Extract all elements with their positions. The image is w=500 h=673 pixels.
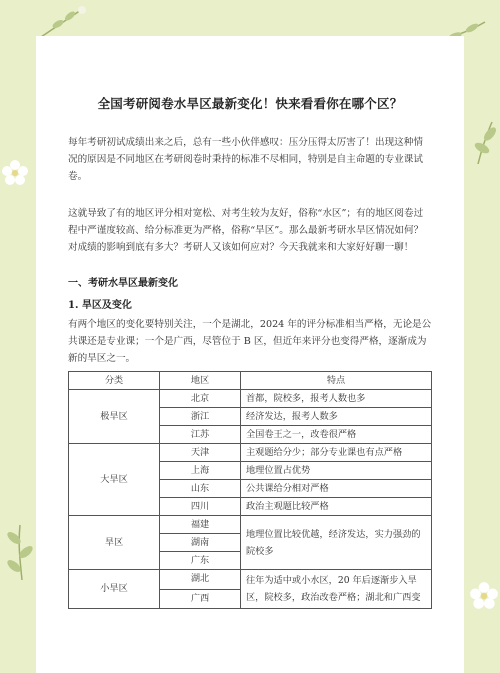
region-cell: 湖北	[160, 570, 241, 590]
article-title: 全国考研阅卷水旱区最新变化！快来看看你在哪个区？	[97, 96, 403, 111]
region-cell: 上海	[160, 462, 241, 480]
header-feature: 特点	[241, 372, 432, 390]
table-row	[69, 570, 432, 590]
region-table	[68, 371, 432, 609]
region-cell: 广东	[160, 552, 241, 570]
intro-paragraph-2: 这就导致了有的地区评分相对宽松、对考生较为友好，俗称“水区”；有的地区阅卷过程中严谨度较高、给分标准更为严格，俗称“旱区”。那么最新考研水旱区情况如何？对成绩的影响到底有多大？考研人又该如何应对？今天我就来和大家好好聊一聊！	[68, 208, 424, 253]
subsection-text: 有两个地区的变化要特别关注，一个是湖北，2024 年的评分标准相当严格，无论是公共课还是专业课；一个是广西，尽管位于 B 区，但近年来评分也变得严格，逐渐成为新的旱区之一。	[68, 319, 432, 364]
feature-cell: 主观题给分少；部分专业课也有点严格	[241, 444, 432, 462]
region-cell: 四川	[160, 498, 241, 516]
leaf-right-icon	[468, 118, 500, 164]
category-cell: 小旱区	[69, 570, 160, 609]
table-row	[69, 444, 432, 462]
feature-cell: 公共课给分相对严格	[241, 480, 432, 498]
region-cell: 浙江	[160, 408, 241, 426]
feature-cell: 往年为适中或小水区，20 年后逐渐步入旱区，院校多，政治改卷严格；湖北和广西变	[241, 570, 432, 609]
table-header-row	[69, 372, 432, 390]
feature-cell: 首都，院校多，报考人数也多	[241, 390, 432, 408]
table-row	[69, 390, 432, 408]
document-page	[36, 36, 464, 673]
feature-cell: 全国卷王之一，改卷很严格	[241, 426, 432, 444]
table-row	[69, 516, 432, 534]
region-cell: 北京	[160, 390, 241, 408]
region-cell: 山东	[160, 480, 241, 498]
header-region: 地区	[160, 372, 241, 390]
category-cell: 大旱区	[69, 444, 160, 516]
header-category: 分类	[69, 372, 160, 390]
feature-cell: 地理位置比较优越，经济发达，实力强劲的院校多	[241, 516, 432, 570]
region-cell: 天津	[160, 444, 241, 462]
leaf-cluster-left-icon	[2, 520, 36, 580]
subsection-heading: 1. 旱区及变化	[68, 300, 132, 311]
category-cell: 旱区	[69, 516, 160, 570]
region-cell: 江苏	[160, 426, 241, 444]
region-cell: 广西	[160, 589, 241, 609]
region-cell: 湖南	[160, 534, 241, 552]
feature-cell: 经济发达，报考人数多	[241, 408, 432, 426]
region-cell: 福建	[160, 516, 241, 534]
category-cell: 极旱区	[69, 390, 160, 444]
flower-right-icon	[468, 580, 500, 612]
section-heading: 一、考研水旱区最新变化	[68, 278, 178, 289]
flower-icon	[0, 158, 30, 188]
feature-cell: 地理位置占优势	[241, 462, 432, 480]
feature-cell: 政治主观题比较严格	[241, 498, 432, 516]
intro-paragraph-1: 每年考研初试成绩出来之后，总有一些小伙伴感叹：压分压得太厉害了！出现这种情况的原因是不同地区在考研阅卷时秉持的标准不尽相同，特别是自主命题的专业课试卷。	[68, 137, 423, 182]
